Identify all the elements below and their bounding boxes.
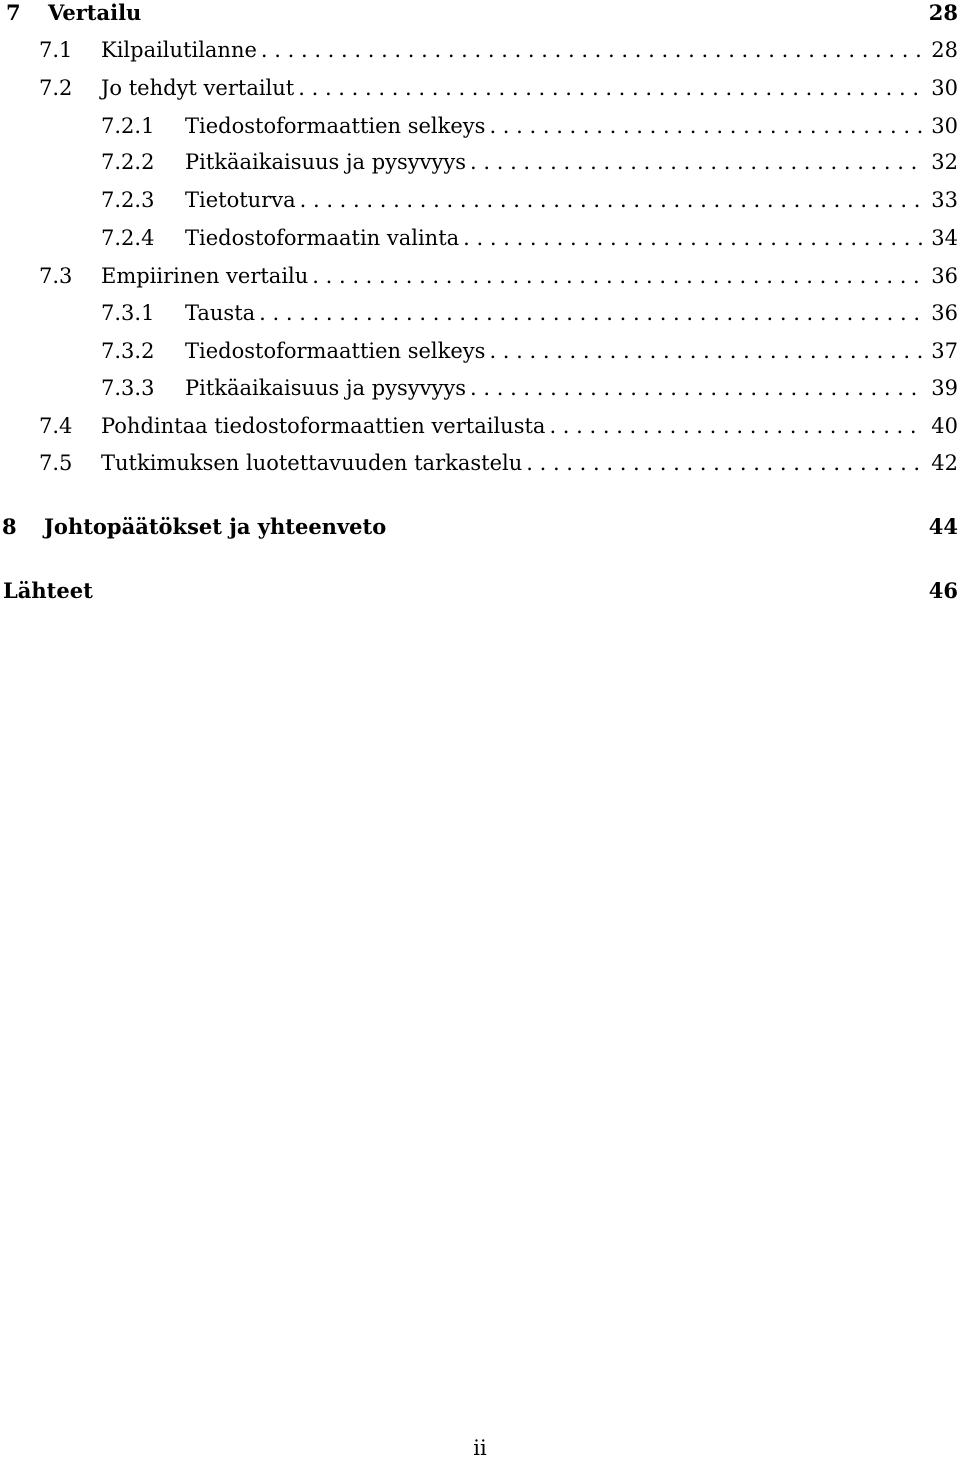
toc-entry-page: 42 [931,451,958,475]
toc-entry-number: 7.3.1 [101,301,155,325]
toc-entry-page: 34 [931,226,958,250]
toc-entry-page: 44 [928,514,958,539]
toc-leader-dots [312,261,922,291]
toc-leader-dots [259,298,922,328]
toc-entry-page: 37 [931,339,958,363]
toc-leader-dots [549,411,922,441]
toc-entry-page: 32 [931,150,958,174]
toc-section-7-5[interactable] [0,448,958,478]
toc-leader-dots [463,223,922,253]
toc-entry-title: Lähteet [3,578,93,603]
toc-entry-title: Tiedostoformaatin valinta [185,226,460,250]
toc-entry-page: 36 [931,301,958,325]
toc-entry-number: 7.2.4 [101,226,155,250]
toc-entry-page: 39 [931,376,958,400]
toc-entry-number: 7 [6,0,21,25]
toc-subsection-7-2-2[interactable] [0,147,958,177]
toc-subsection-7-3-2[interactable] [0,336,958,366]
toc-entry-title: Johtopäätökset ja yhteenveto [44,514,387,539]
toc-entry-page: 30 [931,114,958,138]
toc-entry-title: Tausta [185,301,256,325]
toc-section-7-4[interactable] [0,411,958,441]
toc-entry-page: 33 [931,188,958,212]
toc-section-7-1[interactable] [0,35,958,65]
toc-entry-number: 7.3 [39,264,73,288]
toc-leader-dots [300,185,922,215]
toc-entry-page: 28 [931,38,958,62]
toc-entry-title: Tiedostoformaattien selkeys [185,114,486,138]
toc-entry-title: Pitkäaikaisuus ja pysyvyys [185,376,467,400]
toc-entry-title: Pitkäaikaisuus ja pysyvyys [185,150,467,174]
toc-subsection-7-3-1[interactable] [0,298,958,328]
toc-entry-title: Tietoturva [185,188,296,212]
toc-entry-page: 46 [928,578,958,603]
toc-entry-title: Kilpailutilanne [101,38,257,62]
toc-entry-title: Tutkimuksen luotettavuuden tarkastelu [101,451,523,475]
toc-leader-dots [489,336,922,366]
toc-subsection-7-2-4[interactable] [0,223,958,253]
toc-references[interactable] [0,576,958,606]
toc-entry-title: Tiedostoformaattien selkeys [185,339,486,363]
toc-entry-title: Jo tehdyt vertailut [101,76,295,100]
toc-subsection-7-3-3[interactable] [0,373,958,403]
toc-entry-title: Vertailu [48,0,142,25]
toc-chapter-8[interactable] [0,512,958,542]
toc-entry-number: 7.2.2 [101,150,155,174]
toc-entry-number: 7.2 [39,76,73,100]
toc-leader-dots [470,373,922,403]
toc-entry-number: 7.4 [39,414,73,438]
toc-entry-page: 36 [931,264,958,288]
toc-entry-number: 7.5 [39,451,73,475]
toc-entry-number: 7.3.3 [101,376,155,400]
toc-leader-dots [261,35,922,65]
toc-leader-dots [489,111,922,141]
toc-section-7-2[interactable] [0,73,958,103]
toc-entry-number: 7.3.2 [101,339,155,363]
toc-subsection-7-2-1[interactable] [0,111,958,141]
toc-entry-page: 28 [928,0,958,25]
toc-leader-dots [470,147,922,177]
toc-subsection-7-2-3[interactable] [0,185,958,215]
toc-entry-page: 30 [931,76,958,100]
toc-entry-number: 7.1 [39,38,73,62]
toc-entry-number: 7.2.1 [101,114,155,138]
toc-section-7-3[interactable] [0,261,958,291]
toc-entry-page: 40 [931,414,958,438]
toc-entry-number: 8 [2,514,17,539]
toc-entry-title: Pohdintaa tiedostoformaattien vertailusta [101,414,546,438]
toc-entry-number: 7.2.3 [101,188,155,212]
toc-entry-title: Empiirinen vertailu [101,264,309,288]
toc-leader-dots [298,73,922,103]
toc-leader-dots [526,448,922,478]
toc-chapter-7[interactable] [0,0,958,28]
page-number: ii [473,1436,487,1460]
